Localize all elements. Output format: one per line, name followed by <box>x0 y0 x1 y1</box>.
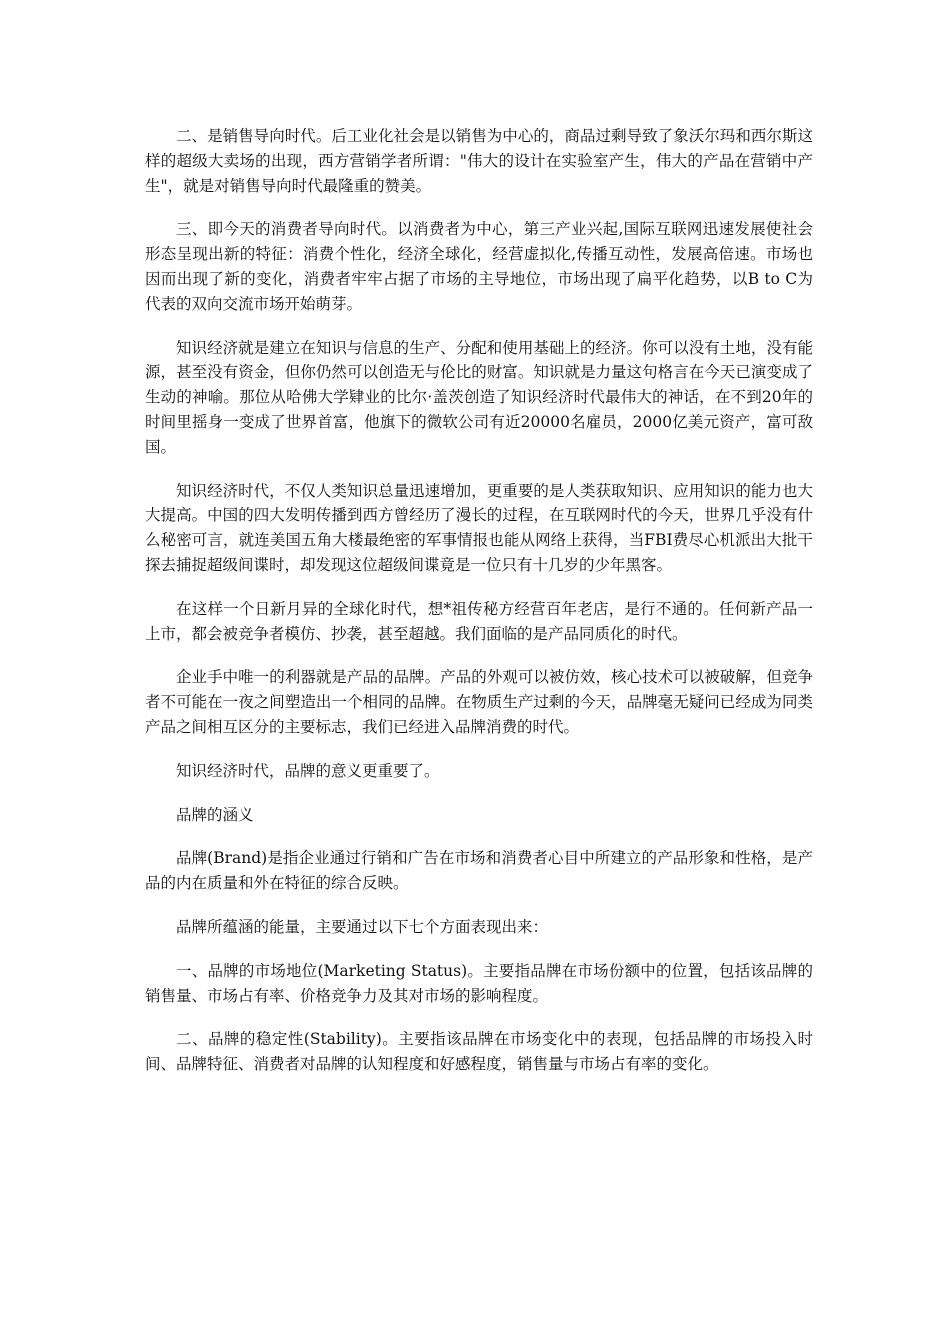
document-page <box>145 124 813 1096</box>
paragraph-market-status: 一、品牌的市场地位(Marketing Status)。主要指品牌在市场份额中的位置，包括该品牌的销售量、市场占有率、价格竞争力及其对市场的影响程度。 <box>145 961 813 1005</box>
section-heading-brand-meaning: 品牌的涵义 <box>176 805 254 824</box>
paragraph-consumer-era: 三、即今天的消费者导向时代。以消费者为中心，第三产业兴起,国际互联网迅速发展使社会形态呈现出新的特征：消费个性化，经济全球化，经营虚拟化,传播互动性，发展高倍速。市场也因而出现了新的变化，消费者牢牢占据了市场的主导地位，市场出现了扁平化趋势，以B to C为代表的双向交流市场开始萌芽。 <box>145 220 813 313</box>
paragraph-brand-weapon: 企业手中唯一的利器就是产品的品牌。产品的外观可以被仿效，核心技术可以被破解，但竞争者不可能在一夜之间塑造出一个相同的品牌。在物质生产过剩的今天，品牌毫无疑问已经成为同类产品之间相互区分的主要标志，我们已经进入品牌消费的时代。 <box>145 668 813 736</box>
paragraph-sales-era: 二、是销售导向时代。后工业化社会是以销售为中心的，商品过剩导致了象沃尔玛和西尔斯这样的超级大卖场的出现，西方营销学者所谓："伟大的设计在实验室产生，伟大的产品在营销中产生"，就是对销售导向时代最隆重的赞美。 <box>145 127 813 195</box>
paragraph-brand-definition: 品牌(Brand)是指企业通过行销和广告在市场和消费者心目中所建立的产品形象和性格，是产品的内在质量和外在特征的综合反映。 <box>145 849 813 893</box>
paragraph-brand-importance: 知识经济时代，品牌的意义更重要了。 <box>176 761 440 780</box>
paragraph-brand-energy: 品牌所蕴涵的能量，主要通过以下七个方面表现出来： <box>176 917 549 936</box>
paragraph-globalization: 在这样一个日新月异的全球化时代，想*祖传秘方经营百年老店，是行不通的。任何新产品一上市，都会被竞争者模仿、抄袭，甚至超越。我们面临的是产品同质化的时代。 <box>145 599 813 643</box>
paragraph-knowledge-growth: 知识经济时代，不仅人类知识总量迅速增加，更重要的是人类获取知识、应用知识的能力也大大提高。中国的四大发明传播到西方曾经历了漫长的过程，在互联网时代的今天，世界几乎没有什么秘密可言，就连美国五角大楼最绝密的军事情报也能从网络上获得，当FBI费尽心机派出大批干探去捕捉超级间谍时，却发现这位超级间谍竟是一位只有十几岁的少年黑客。 <box>145 481 813 574</box>
paragraph-stability: 二、品牌的稳定性(Stability)。主要指该品牌在市场变化中的表现，包括品牌的市场投入时间、品牌特征、消费者对品牌的认知程度和好感程度，销售量与市场占有率的变化。 <box>145 1030 813 1074</box>
paragraph-knowledge-economy: 知识经济就是建立在知识与信息的生产、分配和使用基础上的经济。你可以没有土地，没有能源，甚至没有资金，但你仍然可以创造无与伦比的财富。知识就是力量这句格言在今天已演变成了生动的神喻。那位从哈佛大学肄业的比尔·盖茨创造了知识经济时代最伟大的神话，在不到20年的时间里摇身一变成了世界首富，他旗下的微软公司有近20000名雇员，2000亿美元资产，富可敌国。 <box>145 338 813 456</box>
